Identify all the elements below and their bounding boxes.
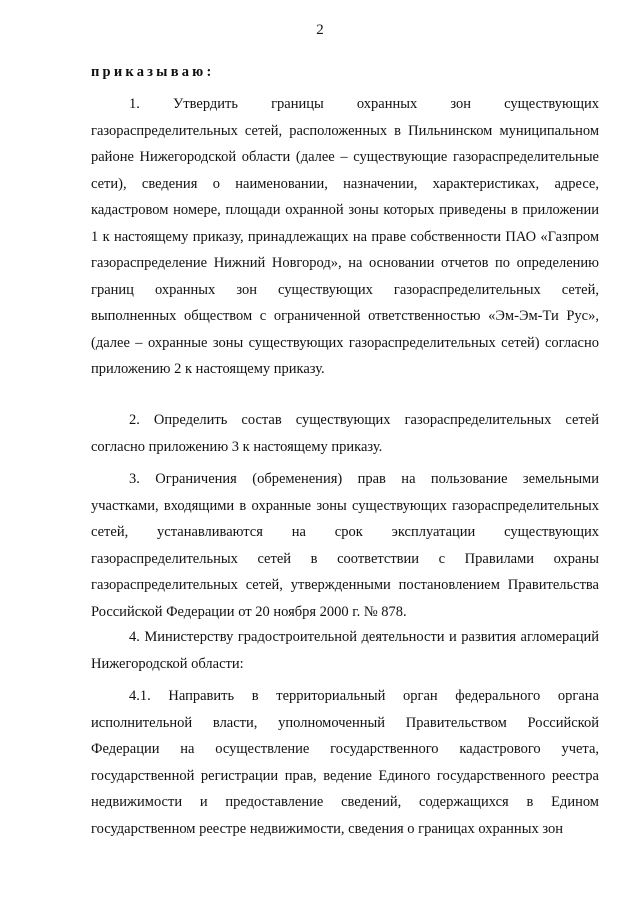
order-heading: приказываю: <box>91 64 215 80</box>
paragraph-item-3: 3. Ограничения (обременения) прав на пользование земельными участками, входящими в охранные зоны существующих газораспределительных сетей, устанавливаются на срок эксплуатации существующих газораспределительных сетей в соответствии с Правилами охраны газораспределительных сетей, утвержденными постановлением Правительства Российской Федерации от 20 ноября 2000 г. № 878. <box>91 471 599 620</box>
paragraph-item-4-1: 4.1. Направить в территориальный орган федерального органа исполнительной власти, уполномоченный Правительством Российской Федерации на осуществление государственного кадастрового учета, государственной регистрации прав, ведение Единого государственного реестра недвижимости и предоставление сведений, содержащихся в Едином государственном реестре недвижимости, сведения о границах охранных зон <box>91 688 599 837</box>
paragraph-item-1: 1. Утвердить границы охранных зон существующих газораспределительных сетей, расположенных в Пильнинском муниципальном районе Нижегородской области (далее – существующие газораспределительные сети), сведения о наименовании, назначении, характеристиках, адресе, кадастровом номере, площади охранной зоны которых приведены в приложении 1 к настоящему приказу, принадлежащих на праве собственности ПАО «Газпром газораспределение Нижний Новгород», на основании отчетов по определению границ охранных зон существующих газораспределительных сетей, выполненных обществом с ограниченной ответственностью «Эм-Эм-Ти Рус», (далее – охранные зоны существующих газораспределительных сетей) согласно приложению 2 к настоящему приказу. <box>91 96 599 377</box>
paragraph-item-2: 2. Определить состав существующих газораспределительных сетей согласно приложению 3 к настоящему приказу. <box>91 412 599 455</box>
paragraph-item-4: 4. Министерству градостроительной деятельности и развития агломераций Нижегородской области: <box>91 629 599 672</box>
page-number: 2 <box>316 22 324 38</box>
